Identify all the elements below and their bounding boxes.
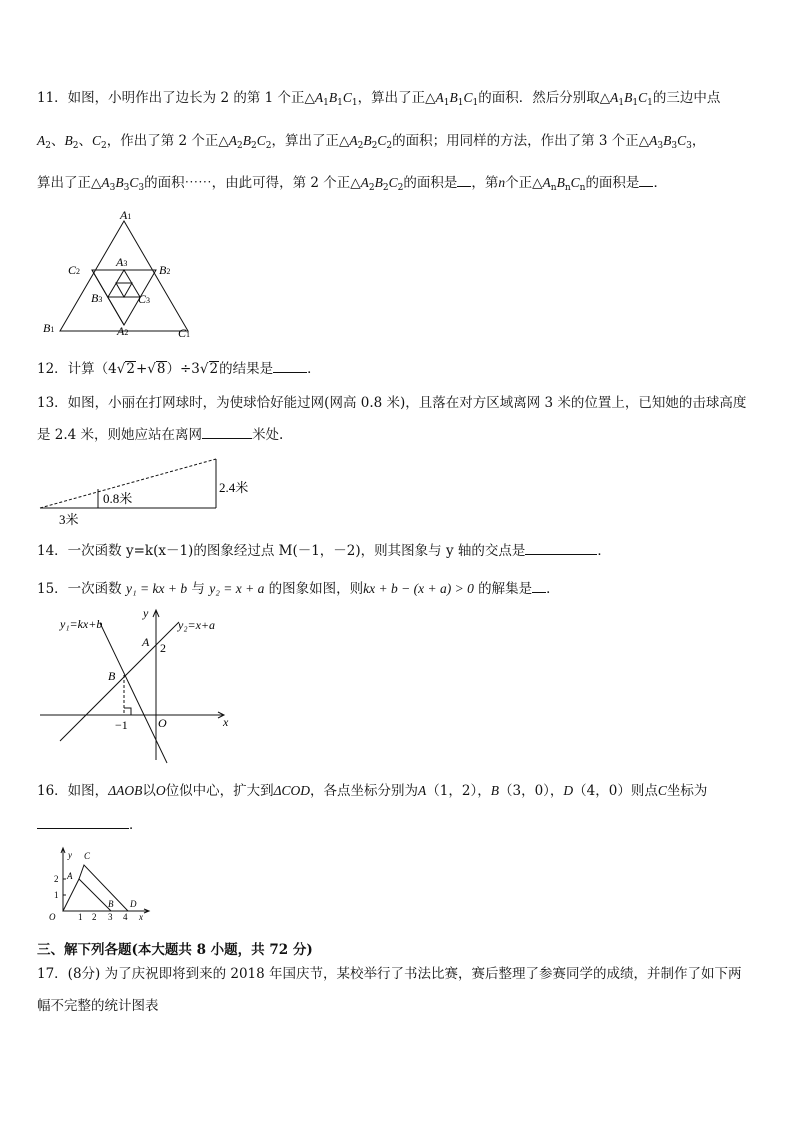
- q17-line2: 幅不完整的统计图表: [37, 998, 159, 1014]
- point-C-label: C: [84, 851, 91, 861]
- q11-line1: 11．如图，小明作出了边长为 2 的第 1 个正$\triangle A_1B_1C_1$，算出了正$\triangle A_1B_1C_1$的面积．然后分别取$\triangle A_1B_1C_1$的三边中点: [37, 90, 721, 108]
- answer-blank[interactable]: [37, 814, 129, 829]
- label-B1: B1: [43, 321, 55, 335]
- q11-line2: $A_2$、$B_2$、$C_2$，作出了第 2 个正$\triangle A_2B_2C_2$，算出了正$\triangle A_2B_2C_2$的面积；用同样的方法，作出了第 3 个正$\triangle A_3B_3C_3$，: [37, 133, 706, 151]
- q16-line2: ．: [37, 814, 757, 835]
- answer-blank[interactable]: [273, 358, 307, 373]
- q15-graph-figure: [38, 605, 238, 765]
- label-C2: C2: [68, 263, 81, 277]
- origin-label: O: [158, 716, 167, 730]
- q14-text: 14．一次函数 y=k(x－1)的图象经过点 M(－1，－2)，则其图象与 y 轴的交点是 ．: [37, 540, 757, 561]
- label-A3: A3: [116, 255, 128, 269]
- label-A1: A1: [120, 208, 132, 222]
- q11-line3: 算出了正$\triangle A_3B_3C_3$的面积⋯⋯，由此可得，第 2 个正$\triangle A_2B_2C_2$的面积是 ，第n个正$\triangle A_nB_nC_n$的面积是 ．: [37, 172, 757, 193]
- point-B-label: B: [108, 899, 114, 909]
- point-B-label: B: [108, 669, 116, 683]
- q11-triangle-figure: [38, 207, 208, 342]
- section-heading: 三、解下列各题(本大题共 8 小题，共 72 分): [37, 942, 313, 958]
- q17-line1: 17．(8分) 为了庆祝即将到来的 2018 年国庆节，某校举行了书法比赛，赛后整理了参赛同学的成绩，并制作了如下两: [37, 966, 742, 982]
- tick-x4-label: 4: [123, 912, 128, 922]
- q15-text: 15．一次函数 y₁ = kx + b 与 y₂ = x + a 的图象如图，则kx + b − (x + a) > 0 的解集是 ．: [37, 578, 757, 599]
- y-axis-label: y: [68, 850, 72, 860]
- q16-graph-figure: [46, 845, 156, 925]
- y1-label: y₁=kx+b: [60, 617, 103, 631]
- q13-line2: 是 2.4 米，则她应站在离网 米处.: [37, 424, 757, 445]
- hit-height-label: 2.4米: [219, 480, 249, 495]
- tick-x1-label: 1: [78, 912, 83, 922]
- net-height-label: 0.8米: [103, 491, 133, 506]
- q13-line1: 13．如图，小丽在打网球时，为使球恰好能过网(网高 0.8 米)，且落在对方区域离网 3 米的位置上，已知她的击球高度: [37, 395, 747, 411]
- point-A-label: A: [142, 635, 150, 649]
- tick-2-label: 2: [160, 641, 166, 655]
- label-A2: A2: [117, 324, 129, 338]
- y2-label: y₂=x+a: [178, 618, 216, 632]
- tick-y1-label: 1: [54, 890, 59, 900]
- x-axis-label: x: [139, 912, 143, 922]
- y-axis-label: y: [143, 606, 149, 620]
- q16-line1: 16．如图，ΔAOB以O位似中心，扩大到ΔCOD，各点坐标分别为A（1，2），B（3，0），D（4，0）则点C坐标为: [37, 783, 708, 799]
- answer-blank[interactable]: [532, 578, 546, 593]
- point-D-label: D: [130, 899, 137, 909]
- origin-label: O: [49, 912, 56, 922]
- label-C1: C1: [178, 326, 191, 340]
- label-B3: B3: [91, 291, 103, 305]
- answer-blank[interactable]: [525, 540, 597, 555]
- tick-neg1-label: −1: [115, 718, 128, 732]
- label-C3: C3: [138, 292, 151, 306]
- tick-y2-label: 2: [54, 874, 59, 884]
- answer-blank[interactable]: [202, 424, 252, 439]
- x-axis-label: x: [223, 715, 229, 729]
- q12-text: 12．计算（4√2+√8）÷3√2的结果是 ．: [37, 358, 757, 379]
- answer-blank[interactable]: [457, 172, 471, 187]
- label-B2: B2: [159, 263, 171, 277]
- tick-x3-label: 3: [108, 912, 113, 922]
- answer-blank[interactable]: [639, 172, 653, 187]
- tick-x2-label: 2: [92, 912, 97, 922]
- q13-tennis-figure: [36, 452, 266, 530]
- distance-label: 3米: [59, 512, 79, 527]
- point-A-label: A: [67, 871, 73, 881]
